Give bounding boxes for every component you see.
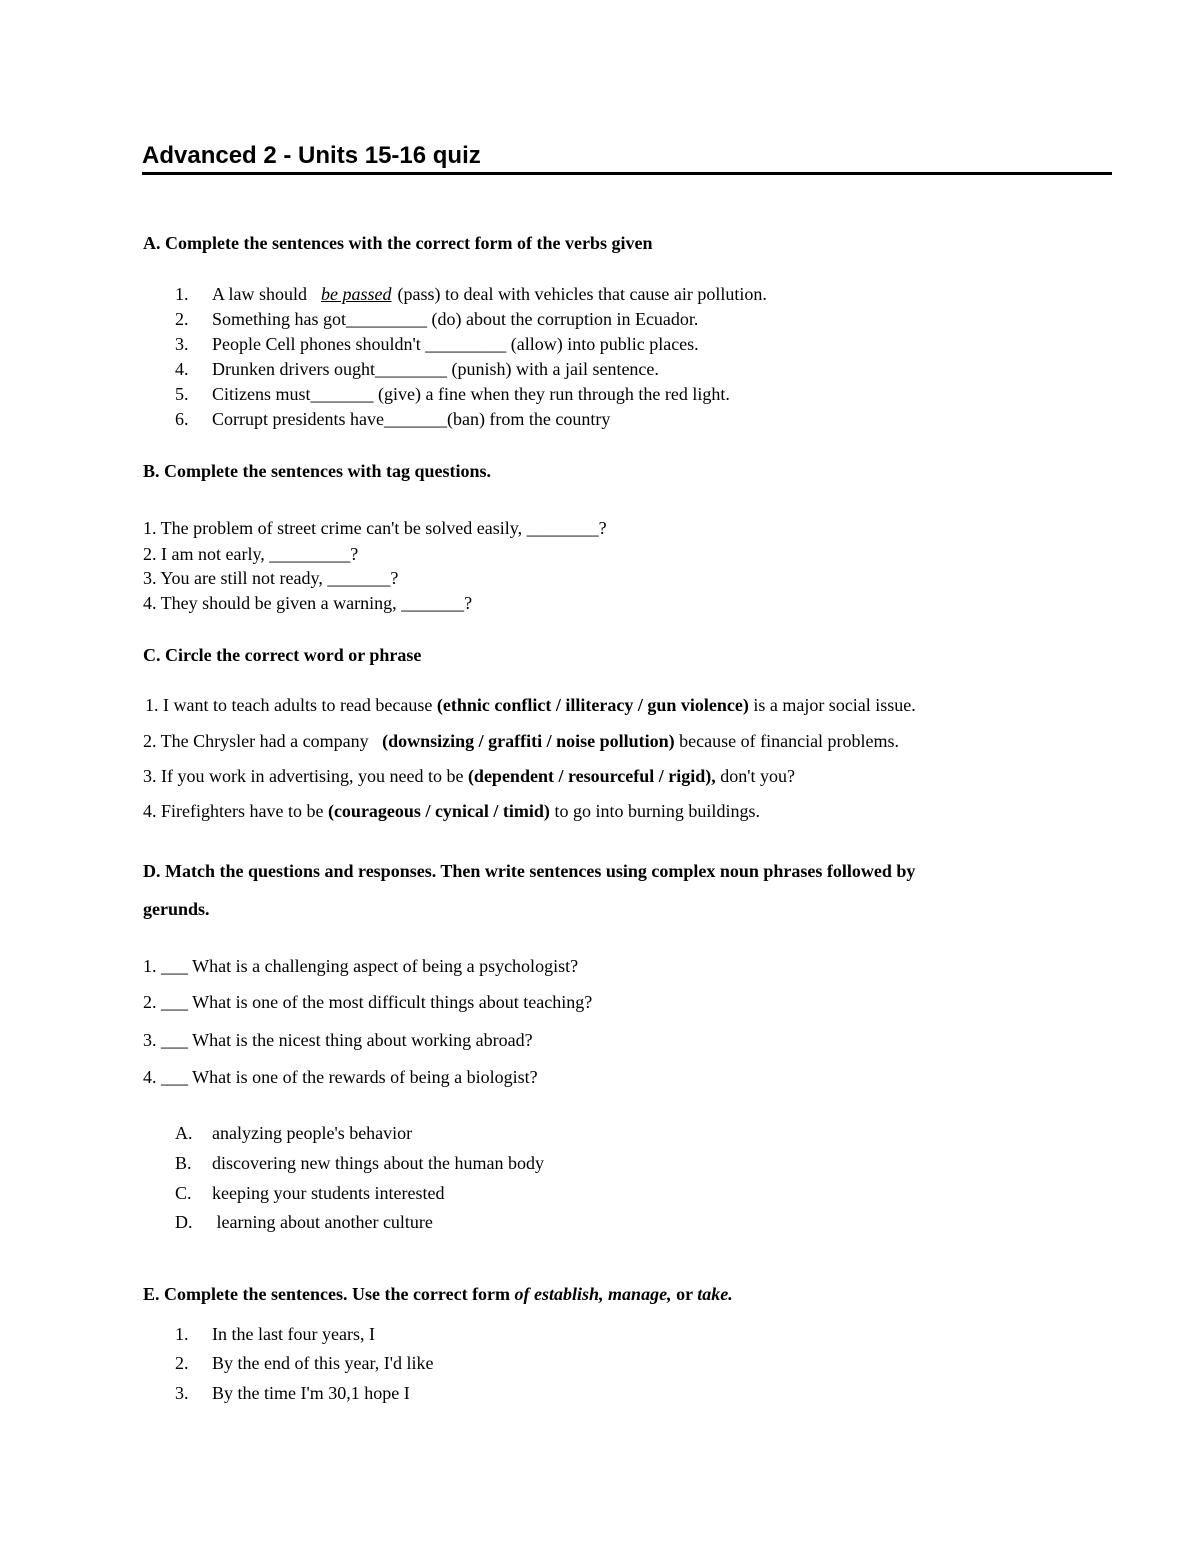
section-e-item: By the end of this year, I'd like [212, 1353, 434, 1373]
response-text: discovering new things about the human body [212, 1153, 544, 1173]
section-c-item-post: because of financial problems. [674, 731, 900, 751]
section-a-item-number: 1. [175, 284, 189, 304]
response-text: analyzing people's behavior [212, 1123, 413, 1143]
section-a-item-post: (pass) to deal with vehicles that cause air pollution. [397, 284, 767, 304]
section-b-item: 3. You are still not ready, _______? [143, 568, 399, 588]
section-c-options: (ethnic conflict / illiteracy / gun violence) [436, 695, 749, 715]
section-c-item [145, 693, 916, 717]
section-e-heading [143, 1282, 733, 1306]
section-a-item: Citizens must_______ (give) a fine when they run through the red light. [212, 384, 730, 404]
section-a-item-number: 6. [175, 409, 189, 429]
section-d-question: 2. ___ What is one of the most difficult things about teaching? [143, 992, 593, 1012]
section-c-item-pre: 2. The Chrysler had a company [143, 731, 383, 751]
section-a-item-number: 4. [175, 359, 189, 379]
section-d-question: 4. ___ What is one of the rewards of being a biologist? [143, 1067, 538, 1087]
response-text: learning about another culture [212, 1212, 433, 1232]
section-e-heading-text: E. Complete the sentences. Use the correct form [143, 1284, 515, 1304]
section-b-item: 1. The problem of street crime can't be solved easily, ________? [143, 518, 607, 538]
section-a-heading: A. Complete the sentences with the correct form of the verbs given [143, 233, 653, 253]
section-a-item: People Cell phones shouldn't _________ (allow) into public places. [212, 334, 699, 354]
section-c-heading: C. Circle the correct word or phrase [143, 645, 422, 665]
response-letter: C. [175, 1183, 192, 1203]
section-c-item-pre: 1. I want to teach adults to read because [145, 695, 437, 715]
example-answer: be passed [321, 284, 392, 304]
section-d-question: 3. ___ What is the nicest thing about working abroad? [143, 1030, 533, 1050]
section-c-item-post: is a major social issue. [748, 695, 916, 715]
section-c-item-pre: 3. If you work in advertising, you need to be [143, 766, 468, 786]
section-c-item [143, 764, 795, 788]
section-c-options: (courageous / cynical / timid) [327, 801, 550, 821]
section-c-item [143, 729, 899, 753]
section-e-item-number: 2. [175, 1353, 189, 1373]
section-b-heading: B. Complete the sentences with tag questions. [143, 461, 491, 481]
section-e-verbs: of establish, manage, [514, 1284, 672, 1304]
response-letter: D. [175, 1212, 193, 1232]
section-c-item-pre: 4. Firefighters have to be [143, 801, 328, 821]
section-c-options: (downsizing / graffiti / noise pollution) [382, 731, 675, 751]
section-e-item-number: 1. [175, 1324, 189, 1344]
section-c-item [143, 799, 760, 823]
section-e-heading-or: or [671, 1284, 698, 1304]
section-a-item: Drunken drivers ought________ (punish) with a jail sentence. [212, 359, 659, 379]
section-a-item-pre: A law should [212, 284, 308, 304]
response-letter: B. [175, 1153, 192, 1173]
response-text: keeping your students interested [212, 1183, 445, 1203]
section-b-item: 4. They should be given a warning, _______? [143, 593, 473, 613]
section-a-item: Corrupt presidents have_______(ban) from the country [212, 409, 611, 429]
section-a-item-number: 2. [175, 309, 189, 329]
section-c-item-post: to go into burning buildings. [549, 801, 760, 821]
section-c-options: (dependent / resourceful / rigid), [467, 766, 716, 786]
section-a-item: Something has got_________ (do) about the corruption in Ecuador. [212, 309, 699, 329]
response-letter: A. [175, 1123, 193, 1143]
section-d-heading: D. Match the questions and responses. Then write sentences using complex noun phrases followed by [143, 861, 916, 881]
section-e-item: In the last four years, I [212, 1324, 375, 1344]
section-a-item [212, 282, 767, 306]
section-e-verb-take: take. [697, 1284, 733, 1304]
section-d-heading-cont: gerunds. [143, 899, 210, 919]
section-e-item: By the time I'm 30,1 hope I [212, 1383, 410, 1403]
section-a-item-number: 5. [175, 384, 189, 404]
section-c-item-post: don't you? [715, 766, 795, 786]
section-e-item-number: 3. [175, 1383, 189, 1403]
section-a-item-number: 3. [175, 334, 189, 354]
section-b-item: 2. I am not early, _________? [143, 544, 359, 564]
page-title: Advanced 2 - Units 15-16 quiz [142, 140, 1112, 175]
section-d-question: 1. ___ What is a challenging aspect of being a psychologist? [143, 956, 579, 976]
